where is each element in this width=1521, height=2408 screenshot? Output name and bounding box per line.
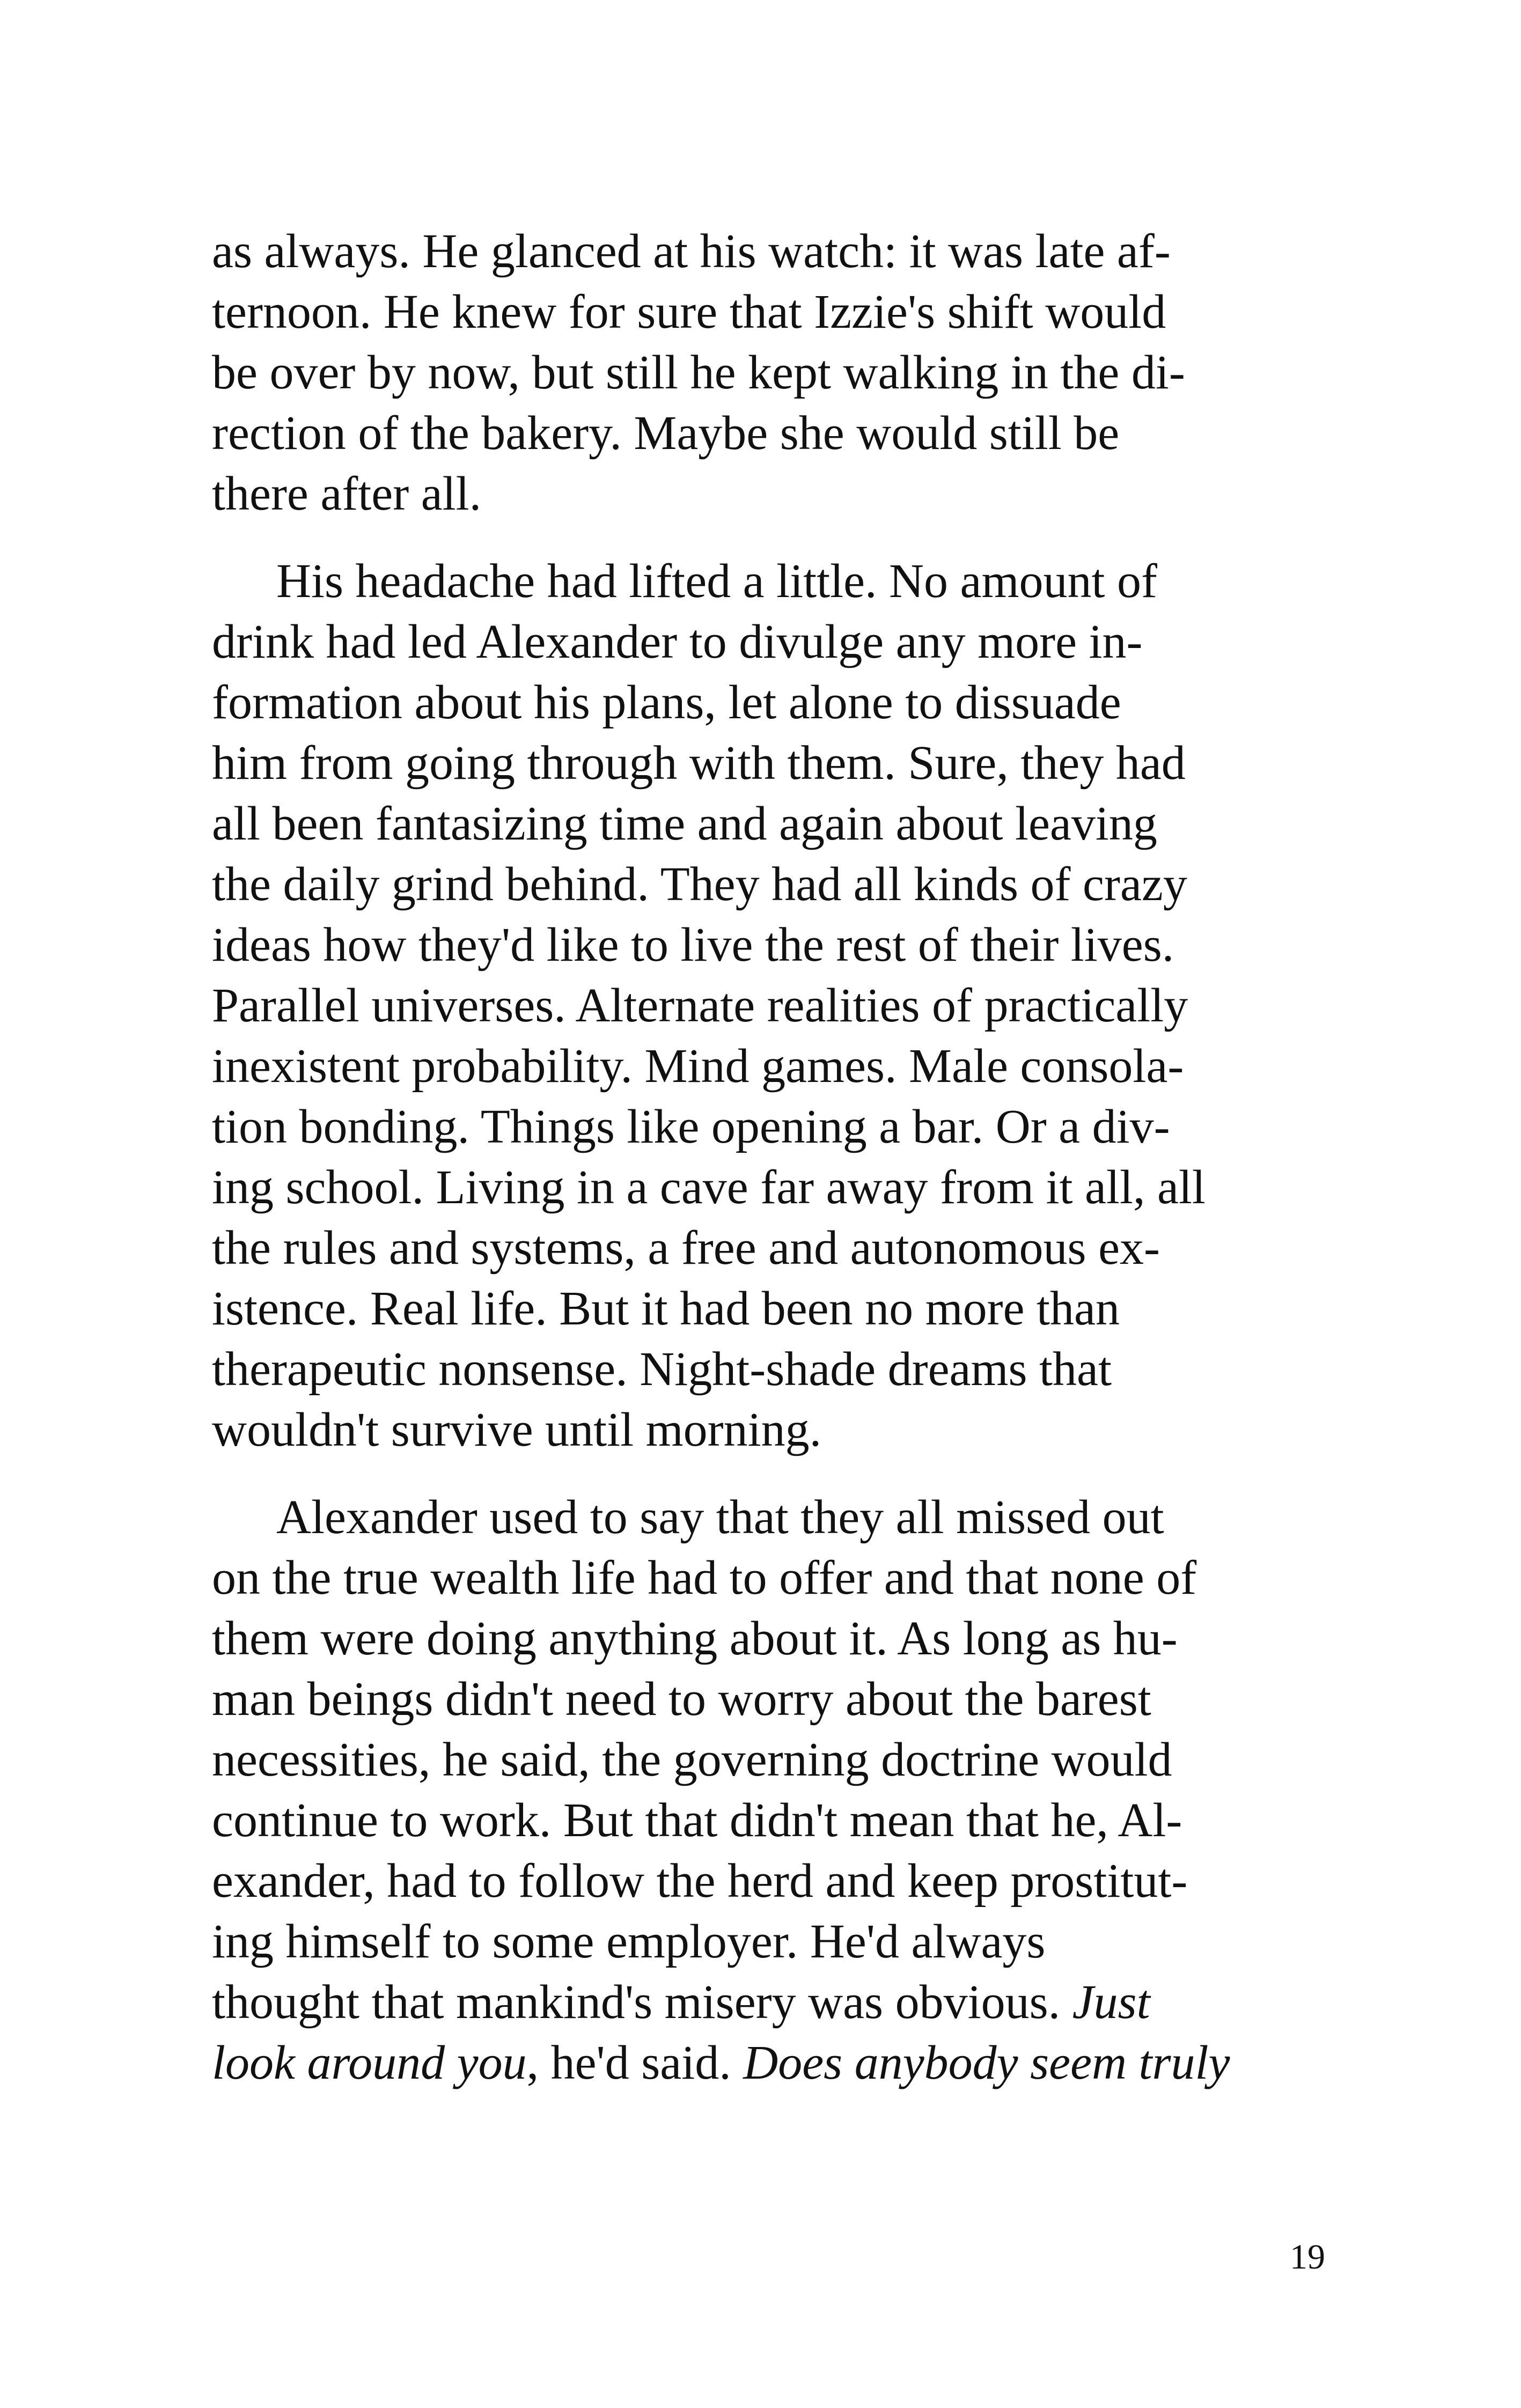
text-run: wouldn't survive until morning. [212,1403,822,1456]
text-line [212,1036,1317,1096]
text-run: the rules and systems, a free and autonomous ex- [212,1221,1160,1275]
text-run: continue to work. But that didn't mean that he, Al- [212,1794,1182,1847]
text-run: there after all. [212,467,482,520]
text-run: istence. Real life. But it had been no more than [212,1282,1120,1335]
text-line [212,2033,1317,2093]
paragraph [212,221,1317,524]
text-line [212,672,1317,733]
text-line [212,463,1317,524]
text-line [212,221,1317,282]
text-line [212,1669,1317,1729]
text-run: inexistent probability. Mind games. Male consola- [212,1040,1184,1093]
page-number: 19 [1290,2237,1325,2277]
text-run: the daily grind behind. They had all kinds of crazy [212,858,1187,911]
text-run: him from going through with them. Sure, they had [212,737,1186,790]
text-run: ternoon. He knew for sure that Izzie's shift would [212,285,1166,338]
text-run: drink had led Alexander to divulge any more in- [212,615,1143,668]
text-line [212,1339,1317,1400]
italic-text: look around you [212,2036,527,2089]
text-line [212,342,1317,403]
text-line [212,1487,1317,1548]
text-line [212,1972,1317,2033]
text-line [212,1218,1317,1278]
text-run: therapeutic nonsense. Night-shade dreams that [212,1343,1112,1396]
text-run: them were doing anything about it. As long as hu- [212,1612,1178,1665]
text-line [212,854,1317,915]
text-line [212,1157,1317,1218]
text-line [212,1548,1317,1608]
italic-text: Just [1072,1976,1150,2029]
text-line [212,1400,1317,1460]
text-run: necessities, he said, the governing doctrine would [212,1733,1172,1786]
paragraph [212,551,1317,1460]
text-run: exander, had to follow the herd and keep prostitut- [212,1854,1188,1908]
text-run: as always. He glanced at his watch: it was late af- [212,225,1171,278]
body-text [212,221,1317,2093]
text-run: rection of the bakery. Maybe she would still be [212,407,1120,460]
text-line [212,1096,1317,1157]
text-line [212,975,1317,1036]
text-run: all been fantasizing time and again about leaving [212,797,1157,850]
text-run: , he'd said. [526,2036,744,2089]
paragraph [212,1487,1317,2093]
text-run: man beings didn't need to worry about the barest [212,1673,1151,1726]
text-line [212,1278,1317,1339]
italic-text: Does anybody seem truly [743,2036,1230,2089]
text-run: ing school. Living in a cave far away from it all, all [212,1161,1206,1214]
text-run: His headache had lifted a little. No amount of [276,555,1157,608]
text-line [212,915,1317,975]
text-run: ideas how they'd like to live the rest of their lives. [212,918,1174,971]
text-run: tion bonding. Things like opening a bar. Or a div- [212,1100,1170,1153]
text-run: be over by now, but still he kept walking in the di- [212,346,1185,399]
text-run: Alexander used to say that they all missed out [276,1491,1164,1544]
text-line [212,282,1317,342]
text-line [212,612,1317,672]
text-line [212,403,1317,463]
text-line [212,551,1317,612]
text-run: Parallel universes. Alternate realities of practically [212,979,1188,1032]
text-line [212,793,1317,854]
text-line [212,733,1317,793]
text-run: thought that mankind's misery was obvious. [212,1976,1072,2029]
text-run: ing himself to some employer. He'd always [212,1915,1046,1968]
text-line [212,1790,1317,1851]
text-run: formation about his plans, let alone to dissuade [212,676,1121,729]
text-line [212,1851,1317,1911]
text-line [212,1729,1317,1790]
text-line [212,1608,1317,1669]
text-run: on the true wealth life had to offer and that none of [212,1551,1197,1604]
text-line [212,1911,1317,1972]
